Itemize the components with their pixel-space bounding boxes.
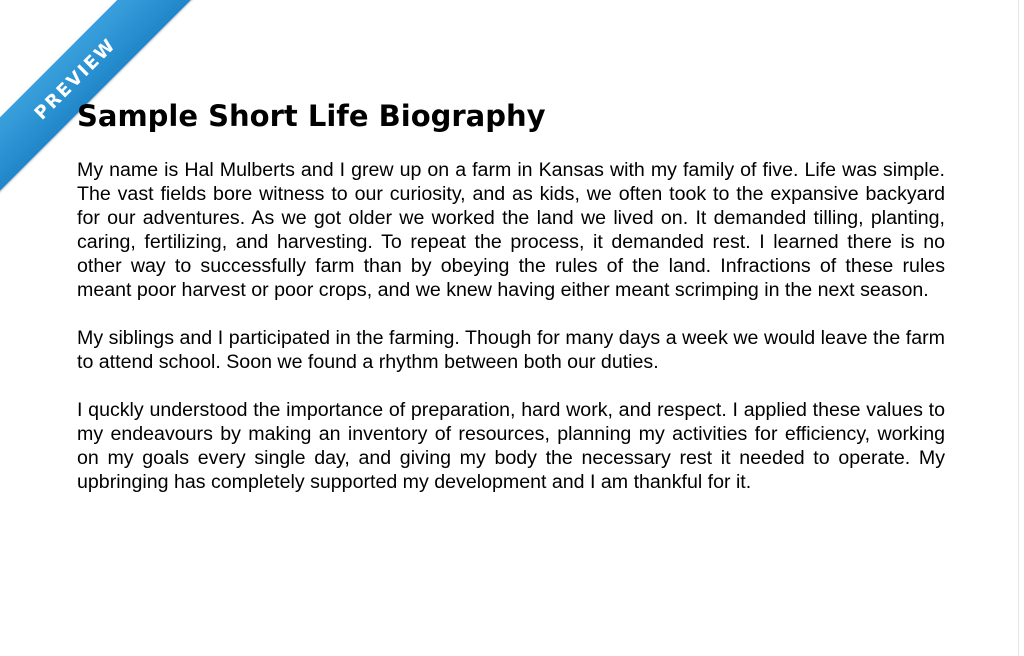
paragraph-3: I quckly understood the importance of preparation, hard work, and respect. I applied these values to my endeavours by making an inventory of resources, planning my activities for efficiency, working on my goals every single day, and giving my body the necessary rest it needed to operate. My upbringing has completely supported my development and I am thankful for it. — [77, 399, 945, 493]
paragraph-2: My siblings and I participated in the farming. Though for many days a week we would leave the farm to attend school. Soon we found a rhythm between both our duties. — [77, 327, 945, 373]
document-title: Sample Short Life Biography — [77, 99, 546, 133]
document-content — [77, 96, 945, 518]
preview-badge-label: PREVIEW — [30, 33, 121, 124]
paragraph-1: My name is Hal Mulberts and I grew up on a farm in Kansas with my family of five. Life was simple. The vast fields bore witness to our curiosity, and as kids, we often took to the expansive backyard for our adventures. As we got older we worked the land we lived on. It demanded tilling, planting, caring, fertilizing, and harvesting. To repeat the process, it demanded rest. I learned there is no other way to successfully farm than by obeying the rules of the land. Infractions of these rules meant poor harvest or poor crops, and we knew having either meant scrimping in the next season. — [77, 159, 945, 301]
